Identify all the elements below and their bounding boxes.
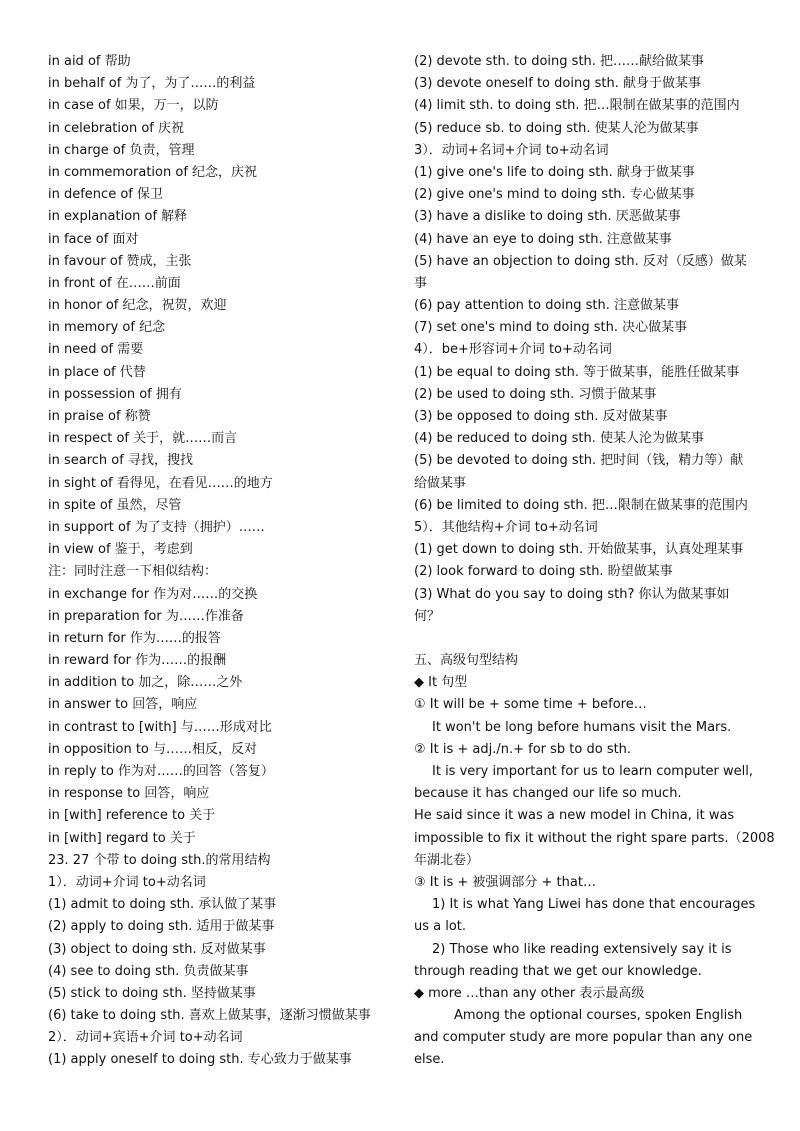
text-line: in memory of 纪念 [48,320,166,336]
text-line: ① It will be + some time + before… [414,697,647,713]
text-line: in contrast to [with] 与……形成对比 [48,719,272,735]
text-line: (5) stick to doing sth. 坚持做某事 [48,985,256,1001]
text-line: in place of 代替 [48,364,146,380]
text-line: (3) object to doing sth. 反对做某事 [48,941,266,957]
subsection-heading: 5）．其他结构+介词 to+动名词 [414,519,598,535]
text-line: (2) devote sth. to doing sth. 把……献给做某事 [414,54,705,69]
section-heading: 五、高级句型结构 [414,653,519,669]
text-line: (5) have an objection to doing sth. 反对（反感）做某 [414,253,747,269]
text-line: in possession of 拥有 [48,386,182,402]
text-line: (5) be devoted to doing sth. 把时间（钱，精力等）献 [414,453,744,469]
text-line: in favour of 赞成，主张 [48,253,192,269]
text-line: in case of 如果，万一，以防 [48,98,219,114]
text-line: in return for 作为……的报答 [48,630,221,646]
text-line: in opposition to 与……相反，反对 [48,741,257,757]
example-line: else. [414,1052,445,1068]
text-line: (2) give one's mind to doing sth. 专心做某事 [414,187,695,203]
blank-line [414,628,759,650]
subsection-heading: 2）．动词+宾语+介词 to+动名词 [48,1030,243,1046]
text-line: (2) be used to doing sth. 习惯于做某事 [414,386,657,402]
text-line: (3) devote oneself to doing sth. 献身于做某事 [414,76,701,92]
text-line: (3) have a dislike to doing sth. 厌恶做某事 [414,209,681,225]
example-line: because it has changed our life so much. [414,786,682,802]
text-line: in honor of 纪念，祝贺，欢迎 [48,298,227,314]
example-line: It is very important for us to learn computer well, [432,764,754,779]
text-line: in view of 鉴于，考虑到 [48,542,193,558]
text-line: in reward for 作为……的报酬 [48,653,227,669]
text-line: (1) admit to doing sth. 承认做了某事 [48,897,277,913]
text-line: in face of 面对 [48,231,139,247]
text-line: in [with] regard to 关于 [48,830,196,846]
text-line: (6) pay attention to doing sth. 注意做某事 [414,298,680,314]
subsection-heading: 4）．be+形容词+介词 to+动名词 [414,342,612,358]
text-line: in respect of 关于，就……而言 [48,431,238,447]
text-line: (7) set one's mind to doing sth. 决心做某事 [414,320,688,336]
text-line: 何？ [414,608,441,624]
example-line: through reading that we get our knowledge. [414,963,702,979]
left-column [48,51,398,1072]
text-line: ③ It is + 被强调部分 + that… [414,874,596,890]
text-line: in [with] reference to 关于 [48,808,216,824]
text-line: (3) What do you say to doing sth? 你认为做某事如 [414,586,730,602]
text-line: (6) take to doing sth. 喜欢上做某事，逐渐习惯做某事 [48,1008,371,1024]
example-line: and computer study are more popular than any one [414,1030,753,1046]
example-line: He said since it was a new model in China, it was [414,808,735,824]
text-line: in answer to 回答，响应 [48,697,198,713]
subsection-heading: 3）．动词+名词+介词 to+动名词 [414,142,609,158]
text-line: 给做某事 [414,475,467,491]
text-line: (3) be opposed to doing sth. 反对做某事 [414,409,668,424]
example-line: us a lot. [414,919,467,935]
text-line: in reply to 作为对……的回答（答复） [48,764,274,779]
text-line: in behalf of 为了，为了……的利益 [48,76,256,92]
text-line: in addition to 加之，除……之外 [48,675,243,691]
example-line: 年湖北卷） [414,852,480,868]
text-line: in explanation of 解释 [48,209,188,225]
text-line: in front of 在……前面 [48,275,181,291]
text-line: (4) be reduced to doing sth. 使某人沦为做某事 [414,431,705,447]
text-line: in support of 为了支持（拥护）…… [48,519,265,535]
text-line: in preparation for 为……作准备 [48,608,244,624]
bullet-heading: ◆ more …than any other 表示最高级 [414,985,645,1001]
bullet-heading: ◆ It 句型 [414,675,468,691]
text-line: in spite of 虽然，尽管 [48,497,182,513]
text-line: in commemoration of 纪念，庆祝 [48,164,258,180]
right-column [414,51,775,1072]
text-line: (6) be limited to doing sth. 把…限制在做某事的范围内 [414,497,748,513]
text-line: in aid of 帮助 [48,54,131,69]
text-line: ② It is + adj./n.+ for sb to do sth. [414,741,632,757]
note-heading: 注：同时注意一下相似结构： [48,564,218,580]
example-line: 1) It is what Yang Liwei has done that encourages [432,897,756,913]
text-line: (4) see to doing sth. 负责做某事 [48,963,249,979]
text-line: (4) limit sth. to doing sth. 把…限制在做某事的范围内 [414,98,740,114]
text-line: (1) apply oneself to doing sth. 专心致力于做某事 [48,1052,352,1068]
text-line: in praise of 称赞 [48,409,151,424]
text-line: in exchange for 作为对……的交换 [48,586,258,602]
text-line: (4) have an eye to doing sth. 注意做某事 [414,231,672,247]
text-line: (2) look forward to doing sth. 盼望做某事 [414,564,673,580]
text-line: in sight of 看得见，在看见……的地方 [48,475,273,491]
text-line: in charge of 负责，管理 [48,142,195,158]
section-heading: 23. 27 个带 to doing sth.的常用结构 [48,852,271,868]
example-line: It won't be long before humans visit the Mars. [432,719,732,735]
text-line: in response to 回答，响应 [48,786,210,802]
subsection-heading: 1）．动词+介词 to+动名词 [48,874,206,890]
example-line: impossible to fix it without the right spare parts.（2008 [414,830,775,846]
text-line: (5) reduce sb. to doing sth. 使某人沦为做某事 [414,120,699,136]
text-line: (1) be equal to doing sth. 等于做某事，能胜任做某事 [414,364,740,380]
text-line: in celebration of 庆祝 [48,120,184,136]
example-line: 2) Those who like reading extensively say it is [432,941,732,957]
example-line: Among the optional courses, spoken English [454,1008,743,1024]
text-line: in search of 寻找，搜找 [48,453,193,469]
text-line: (1) get down to doing sth. 开始做某事，认真处理某事 [414,542,744,558]
text-line: in need of 需要 [48,342,144,358]
text-line: (1) give one's life to doing sth. 献身于做某事 [414,164,695,180]
text-line: in defence of 保卫 [48,187,163,203]
text-line: 事 [414,275,428,291]
text-line: (2) apply to doing sth. 适用于做某事 [48,919,275,935]
